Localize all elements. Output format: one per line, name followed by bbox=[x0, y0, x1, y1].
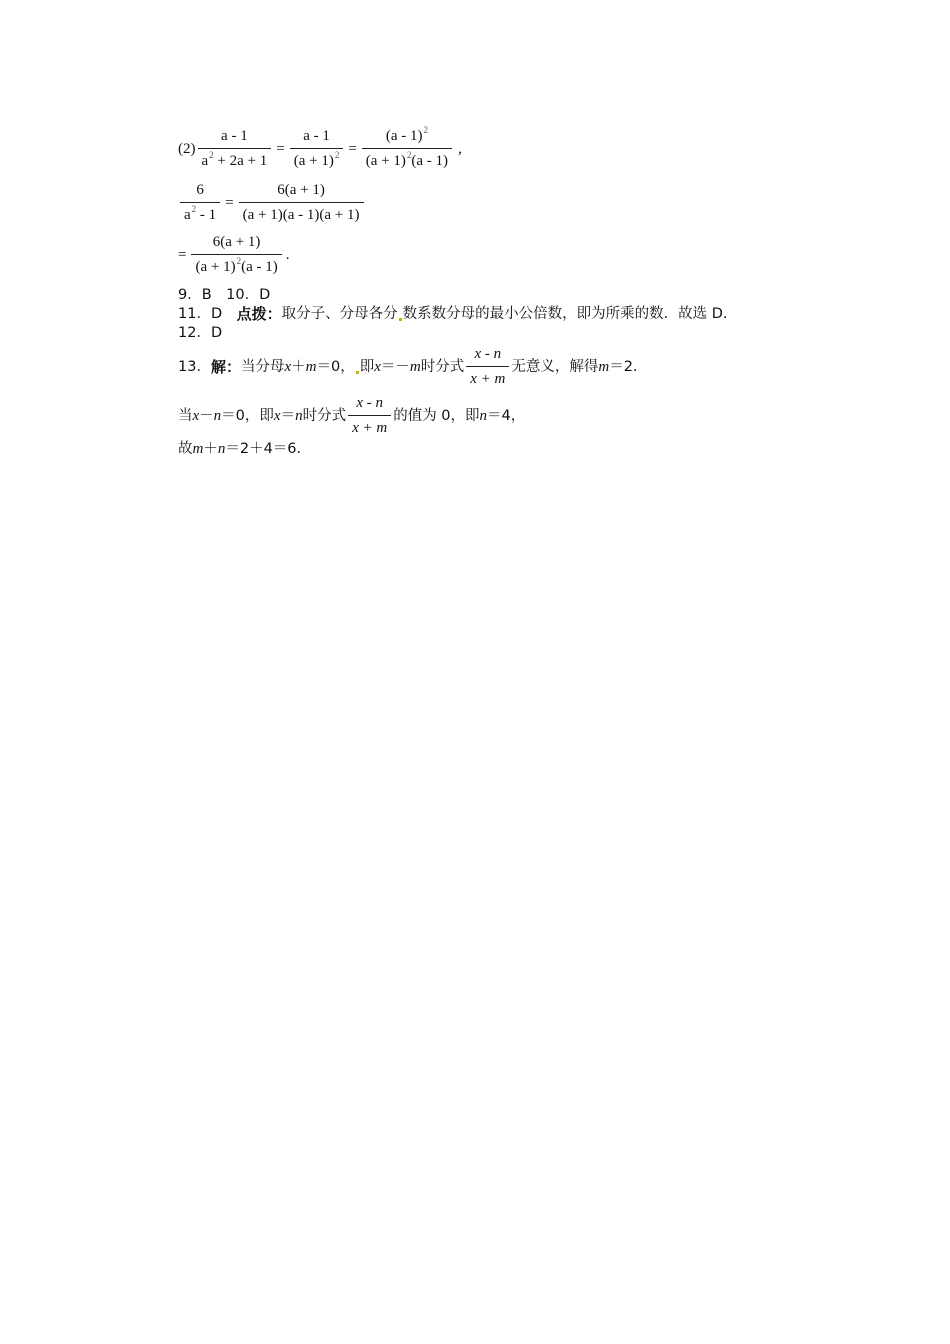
trailing-period: . bbox=[285, 246, 290, 263]
plus-sign: ＋ bbox=[291, 359, 306, 375]
var-m: m bbox=[192, 441, 204, 457]
exponent: 2 bbox=[236, 256, 242, 267]
fraction-h-numerator: 6(a + 1) bbox=[212, 234, 261, 250]
fraction-g2-denominator: (a + 1)(a - 1)(a + 1) bbox=[242, 207, 360, 224]
var-m: m bbox=[305, 358, 317, 375]
solution-13-line-3 bbox=[178, 442, 301, 457]
part-label: (2) bbox=[178, 140, 196, 157]
var-n: n bbox=[479, 407, 488, 424]
plus-sign: ＋ bbox=[203, 441, 218, 458]
exponent: 2 bbox=[209, 150, 214, 161]
den-rest: - 1 bbox=[199, 207, 217, 224]
var-x: x bbox=[374, 358, 381, 375]
equation-line-3 bbox=[178, 234, 289, 277]
answer-11-text-b: 数系数分母的最小公倍数，即为所乘的数．故选 D. bbox=[402, 306, 728, 323]
exponent: 2 bbox=[191, 204, 197, 215]
solution-13-line-2 bbox=[178, 395, 525, 438]
fraction-g1-numerator: 6 bbox=[196, 182, 204, 198]
fraction-3 bbox=[362, 125, 452, 171]
fraction-q13-b bbox=[348, 395, 391, 438]
solution-13-line-1 bbox=[178, 346, 638, 389]
q13-text: 即 bbox=[359, 359, 375, 375]
hint-label: 点拨： bbox=[236, 305, 282, 323]
equals-sign: = bbox=[225, 194, 234, 211]
var-x: x bbox=[192, 407, 200, 424]
fraction-bar bbox=[180, 202, 220, 203]
answer-11-prefix: 11．D bbox=[178, 306, 237, 323]
equals-sign: = bbox=[276, 140, 285, 157]
den-part-b: (a - 1) bbox=[241, 259, 278, 276]
minus-sign: － bbox=[199, 408, 214, 424]
fraction-h bbox=[191, 234, 281, 277]
exponent: 2 bbox=[334, 150, 340, 161]
fraction-q13-numerator: x - n bbox=[474, 346, 502, 362]
q13-text: 当 bbox=[178, 408, 193, 424]
fraction-q13-b-denominator: x + m bbox=[352, 420, 388, 437]
answer-line-11 bbox=[178, 307, 728, 322]
equation-line-1 bbox=[178, 125, 462, 171]
fraction-q13 bbox=[466, 346, 509, 389]
equals-sign: = bbox=[178, 246, 187, 263]
exponent: 2 bbox=[423, 125, 428, 135]
answer-line-12 bbox=[178, 326, 222, 341]
den-part-b: (a - 1) bbox=[411, 153, 449, 170]
fraction-1 bbox=[198, 128, 272, 171]
q13-text: 当分母 bbox=[240, 359, 285, 375]
fraction-1-numerator: a - 1 bbox=[221, 128, 248, 144]
fraction-bar bbox=[239, 202, 364, 203]
q13-text: 时分式 bbox=[420, 359, 465, 375]
var-m: m bbox=[409, 358, 421, 375]
den-base: a bbox=[201, 153, 209, 170]
q13-text: ＝0，即 bbox=[221, 408, 274, 424]
fraction-bar bbox=[466, 366, 509, 367]
den-base: (a + 1) bbox=[293, 153, 334, 170]
fraction-g2-numerator: 6(a + 1) bbox=[277, 182, 325, 198]
answer-line-9-10 bbox=[178, 288, 270, 303]
fraction-g1-denominator bbox=[180, 204, 220, 224]
q13-text: 故 bbox=[178, 441, 193, 458]
fraction-2-numerator: a - 1 bbox=[303, 128, 330, 144]
fraction-q13-denominator: x + m bbox=[470, 371, 506, 388]
equation-line-2 bbox=[178, 182, 366, 225]
trailing-comma: , bbox=[458, 140, 462, 157]
den-part-a: (a + 1) bbox=[365, 153, 406, 170]
q13-text: ＝2. bbox=[609, 359, 638, 375]
answer-12-text: 12．D bbox=[178, 325, 223, 341]
q13-text: ＝2＋4＝6. bbox=[225, 441, 302, 458]
den-rest: + 2a + 1 bbox=[217, 153, 268, 170]
var-x: x bbox=[284, 358, 292, 375]
q13-text: ＝4， bbox=[487, 408, 526, 424]
q13-text: 时分式 bbox=[302, 408, 347, 424]
fraction-2-denominator bbox=[290, 150, 344, 170]
solution-label: 解： bbox=[210, 357, 241, 376]
fraction-1-denominator bbox=[198, 150, 272, 170]
den-part-a: (a + 1) bbox=[195, 259, 236, 276]
fraction-g2 bbox=[239, 182, 364, 225]
num-base: (a - 1) bbox=[385, 128, 423, 144]
var-m: m bbox=[598, 358, 610, 375]
marker-dot bbox=[356, 371, 359, 374]
q13-prefix: 13． bbox=[178, 359, 211, 375]
fraction-3-denominator bbox=[362, 150, 452, 170]
fraction-2 bbox=[290, 128, 344, 171]
var-n: n bbox=[295, 407, 303, 424]
fraction-bar bbox=[348, 415, 391, 416]
q13-text: ＝－ bbox=[380, 359, 410, 375]
equals-sign: = bbox=[348, 140, 357, 157]
var-x: x bbox=[273, 407, 281, 424]
fraction-3-numerator bbox=[382, 125, 432, 145]
answer-11-text-a: 取分子、分母各分 bbox=[281, 306, 398, 323]
fraction-g1 bbox=[180, 182, 220, 225]
var-n: n bbox=[217, 441, 226, 457]
exponent: 2 bbox=[406, 150, 412, 161]
fraction-q13-b-numerator: x - n bbox=[356, 395, 383, 411]
q13-text: ＝0， bbox=[316, 359, 355, 375]
var-n: n bbox=[213, 407, 222, 424]
q13-text: ＝ bbox=[280, 408, 296, 424]
marker-dot bbox=[399, 318, 402, 321]
fraction-h-denominator bbox=[191, 256, 281, 276]
q13-text: 的值为 0，即 bbox=[393, 408, 480, 424]
q13-text: 无意义，解得 bbox=[511, 359, 599, 375]
den-base: a bbox=[184, 207, 191, 224]
answer-9-10-text: 9．B 10．D bbox=[178, 287, 271, 303]
